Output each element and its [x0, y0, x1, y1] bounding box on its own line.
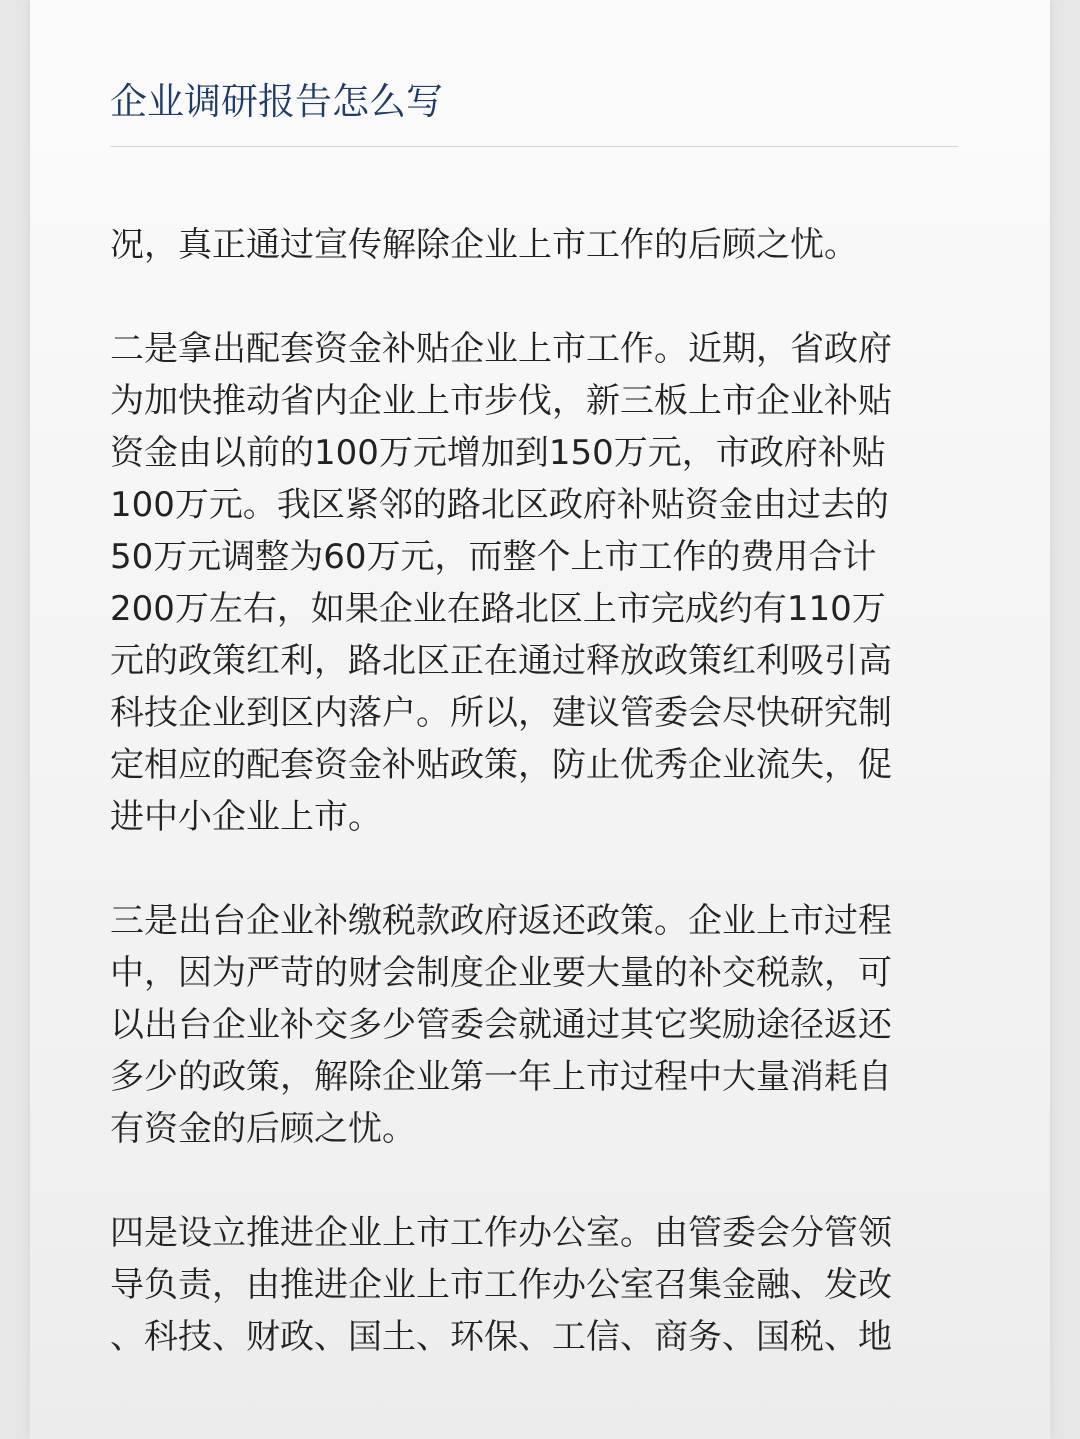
text-line: 、科技、财政、国土、环保、工信、商务、国税、地: [110, 1317, 892, 1357]
text-line: 定相应的配套资金补贴政策，防止优秀企业流失，促: [110, 745, 892, 785]
paragraph-2: [110, 323, 978, 843]
text-line: 资金由以前的100万元增加到150万元，市政府补贴: [110, 433, 886, 473]
text-line: 200万左右，如果企业在路北区上市完成约有110万: [110, 589, 886, 629]
text-line: 100万元。我区紧邻的路北区政府补贴资金由过去的: [110, 485, 889, 525]
text-line: 科技企业到区内落户。所以，建议管委会尽快研究制: [110, 693, 892, 733]
text-line: 四是设立推进企业上市工作办公室。由管委会分管领: [110, 1213, 892, 1253]
text-line: 况，真正通过宣传解除企业上市工作的后顾之忧。: [110, 225, 858, 265]
paragraph-1: [110, 219, 978, 271]
text-line: 进中小企业上市。: [110, 797, 382, 837]
document-page: [30, 0, 1050, 1439]
paragraph-3: [110, 895, 978, 1155]
text-line: 有资金的后顾之忧。: [110, 1109, 416, 1149]
text-line: 多少的政策，解除企业第一年上市过程中大量消耗自: [110, 1057, 892, 1097]
text-line: 为加快推动省内企业上市步伐，新三板上市企业补贴: [110, 381, 892, 421]
title-divider: [110, 146, 958, 147]
text-line: 二是拿出配套资金补贴企业上市工作。近期，省政府: [110, 329, 892, 369]
text-line: 导负责，由推进企业上市工作办公室召集金融、发改: [110, 1265, 892, 1305]
text-line: 三是出台企业补缴税款政府返还政策。企业上市过程: [110, 901, 892, 941]
text-line: 中，因为严苛的财会制度企业要大量的补交税款，可: [110, 953, 892, 993]
text-line: 元的政策红利，路北区正在通过释放政策红利吸引高: [110, 641, 892, 681]
page-title: 企业调研报告怎么写: [110, 80, 443, 123]
article-body: [110, 219, 978, 1415]
text-line: 以出台企业补交多少管委会就通过其它奖励途径返还: [110, 1005, 892, 1045]
paragraph-4: [110, 1207, 978, 1363]
text-line: 50万元调整为60万元，而整个上市工作的费用合计: [110, 537, 877, 577]
